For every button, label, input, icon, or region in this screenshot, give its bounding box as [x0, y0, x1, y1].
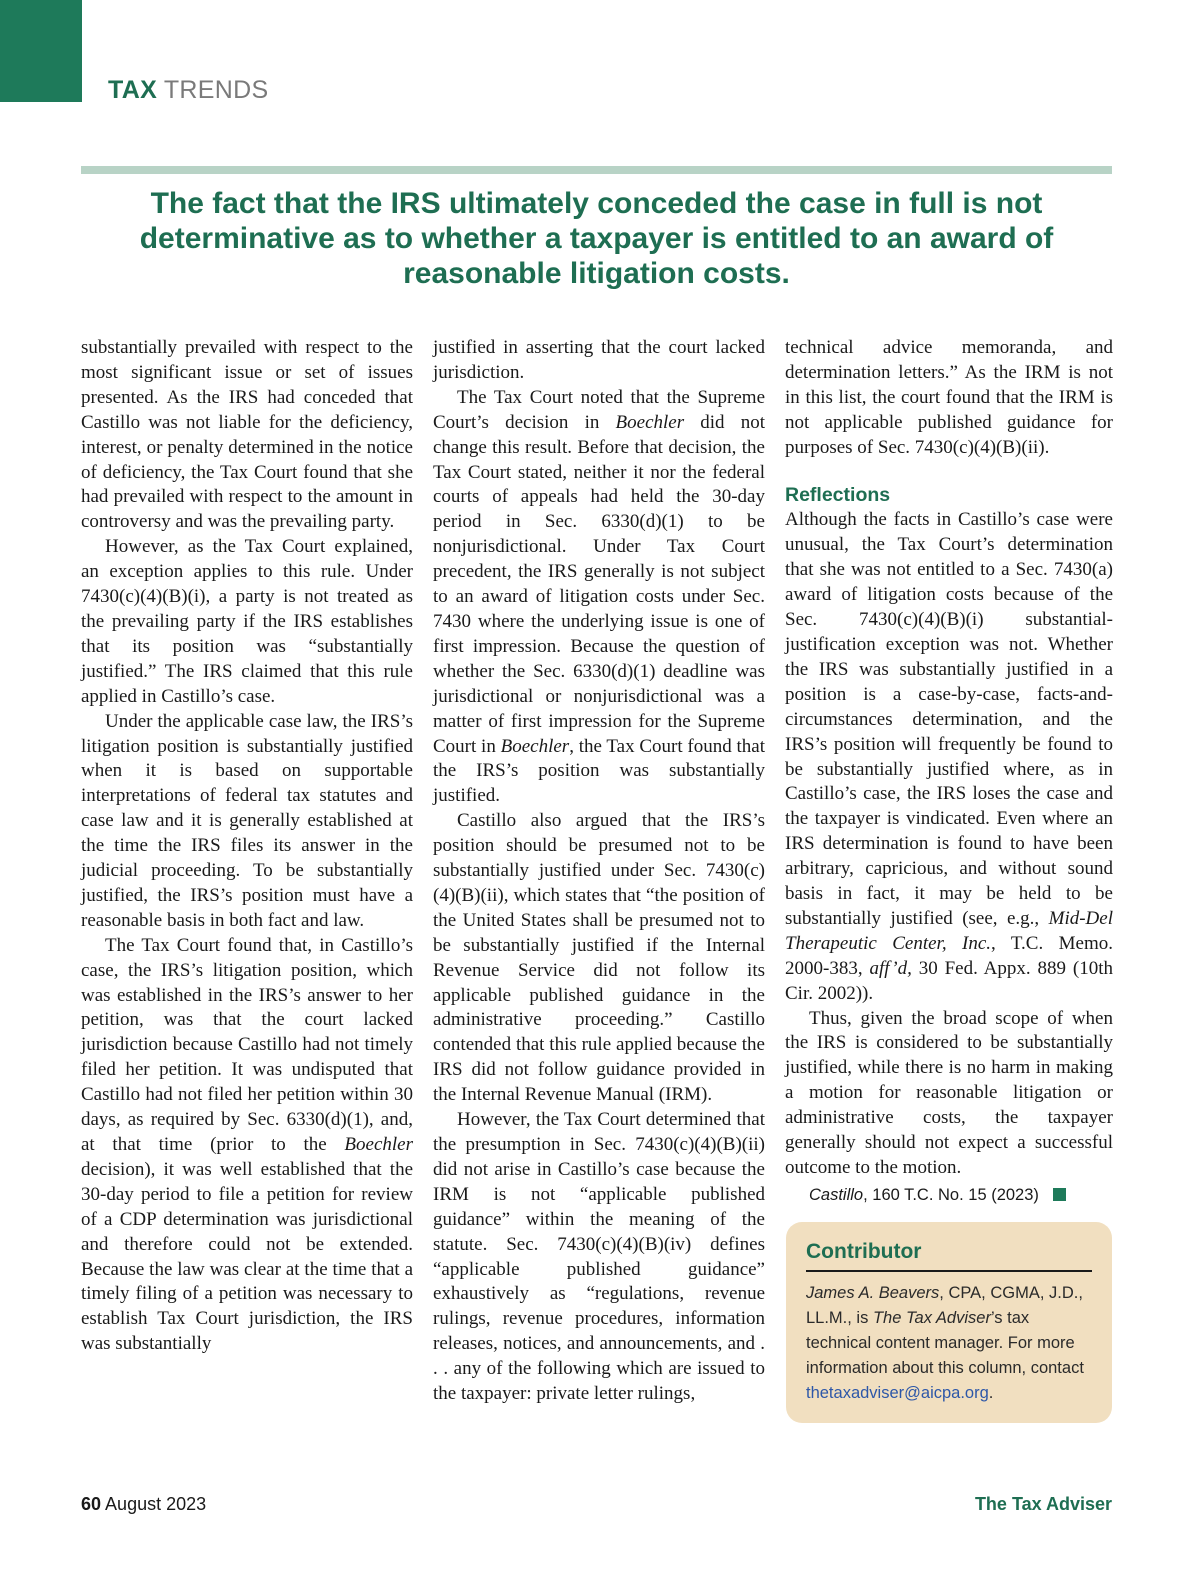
case-name: Boechler — [500, 735, 570, 757]
affd-abbrev: aff’d, — [869, 957, 912, 979]
paragraph: However, as the Tax Court explained, an exception applies to this rule. Under 7430(c)(4)(B)(i), a party is not treated as the prevailing party if the IRS establishes that its position was “substantially justified.” The IRS claimed that this rule applied in Castillo’s case. — [81, 536, 413, 707]
pull-quote-rule — [81, 166, 1112, 174]
contributor-title: Contributor — [806, 1240, 1092, 1272]
contributor-bio — [806, 1281, 1092, 1406]
issue-date: August 2023 — [105, 1494, 207, 1514]
case-name: Boechler — [615, 411, 685, 433]
section-label — [108, 76, 268, 105]
text-run: . — [988, 1384, 994, 1402]
paragraph: However, the Tax Court determined that the presumption in Sec. 7430(c)(4)(B)(ii) did not arise in Castillo’s case because the IRM is not “applicable published guidance” within the meaning of the statute. Sec. 7430(c)(4)(B)(iv) defines “applicable published guidance” exhaustively as “regulations, revenue rulings, revenue procedures, information releases, notices, and announcements, and . . . any of the following which are issued to the taxpayer: private letter rulings, — [433, 1109, 765, 1405]
text-run: , the Tax Court found that the IRS’s position was substantially justified. — [433, 735, 765, 807]
page-number: 60 — [81, 1494, 102, 1514]
contributor-box — [786, 1222, 1112, 1423]
section-heading: Reflections — [785, 483, 891, 506]
article-column-3 — [785, 336, 1113, 1208]
case-citation — [809, 1183, 1113, 1208]
citation-case-name: Castillo — [809, 1185, 864, 1204]
paragraph: Thus, given the broad scope of when the IRS is considered to be substantially justified, while there is no harm in making a motion for reasonable litigation or administrative costs, the taxpayer generally should not expect a successful outcome to the motion. — [785, 1007, 1113, 1178]
text-run: The Tax Court noted that the Supreme Court’s decision in — [433, 386, 765, 433]
article-column-2 — [433, 336, 765, 1407]
paragraph: Under the applicable case law, the IRS’s litigation position is substantially justified when it is based on supportable interpretations of federal tax statutes and case law and it is generally established at the time the IRS files its answer in the judicial proceeding. To be substantially justified, the IRS’s position must have a reasonable basis in both fact and law. — [81, 710, 413, 931]
text-run: ’s tax technical content manager. For more information about this column, contact — [806, 1309, 1084, 1377]
paragraph — [81, 934, 413, 1357]
text-run: , CPA, CGMA, J.D., LL.M., is — [806, 1284, 1083, 1327]
text-run: , T.C. Memo. 2000-383, — [785, 932, 1113, 979]
page-footer-left — [81, 1494, 206, 1515]
text-run: did not change this result. Before that decision, the Tax Court stated, neither it nor the federal courts of appeals had held the 30-day period in Sec. 6330(d)(1) to be nonjurisdictional. Under Tax Court precedent, the IRS generally is not subject to an award of litigation costs under Sec. 7430 where the underlying issue is one of first impression. Because the question of whether the Sec. 6330(d)(1) deadline was jurisdictional or nonjurisdictional was a matter of first impression for the Supreme Court in — [433, 411, 765, 757]
text-run: Although the facts in Castillo’s case were unusual, the Tax Court’s determination that she was not entitled to a Sec. 7430(a) award of litigation costs because of the Sec. 7430(c)(4)(B)(i) substantial-justification exception was not. Whether the IRS was substantially justified in a position is a case-by-case, facts-and-circumstances determination, and the IRS’s position will frequently be found to be substantially justified where, as in Castillo’s case, the IRS loses the case and the taxpayer is vindicated. Even where an IRS determination is found to have been arbitrary, capricious, and without sound basis in fact, it may be held to be substantially justified (see, e.g., — [785, 509, 1113, 929]
paragraph — [785, 508, 1113, 1006]
publication-name: The Tax Adviser — [872, 1309, 991, 1327]
text-run: 30 Fed. Appx. 889 (10th Cir. 2002)). — [785, 957, 1113, 1004]
paragraph — [433, 386, 765, 809]
case-name: Mid-Del Therapeutic Center, Inc. — [785, 907, 1113, 954]
article-column-1 — [81, 336, 413, 1357]
pull-quote: The fact that the IRS ultimately conceded the case in full is not determinative as to whether a taxpayer is entitled to an award of reasonable litigation costs. — [139, 187, 1054, 290]
paragraph: Castillo also argued that the IRS’s position should be presumed not to be substantially justified under Sec. 7430(c)(4)(B)(ii), which states that “the position of the United States shall be presumed not to be substantially justified if the Internal Revenue Service did not follow its applicable published guidance in the administrative proceeding.” Castillo contended that this rule applied because the IRS did not follow guidance provided in the Internal Revenue Manual (IRM). — [433, 810, 765, 1106]
text-run: decision), it was well established that the 30-day period to file a petition for review of a CDP determination was jurisdictional and therefore could not be extended. Because the law was clear at the time that a timely filing of a petition was necessary to establish Tax Court jurisdiction, the IRS was substantially — [81, 1158, 413, 1355]
citation-text: , 160 T.C. No. 15 (2023) — [863, 1185, 1039, 1204]
paragraph: technical advice memoranda, and determination letters.” As the IRM is not in this list, the court found that the IRM is not applicable published guidance for purposes of Sec. 7430(c)(4)(B)(ii). — [785, 337, 1113, 458]
paragraph: substantially prevailed with respect to the most significant issue or set of issues presented. As the IRS had conceded that Castillo was not liable for the deficiency, interest, or penalty determined in the notice of deficiency, the Tax Court found that she had prevailed with respect to the amount in controversy and was the prevailing party. — [81, 337, 413, 533]
contributor-name: James A. Beavers — [806, 1284, 940, 1302]
text-run: The Tax Court found that, in Castillo’s case, the IRS’s litigation position, which was established in the IRS’s answer to her petition, was that the court lacked jurisdiction because Castillo had not timely filed her petition. It was undisputed that Castillo had not filed her petition within 30 days, as required by Sec. 6330(d)(1), and, at that time (prior to the — [81, 934, 413, 1155]
contact-email-link[interactable]: thetaxadviser@aicpa.org — [806, 1384, 989, 1402]
publication-footer: The Tax Adviser — [974, 1494, 1112, 1514]
section-label-bold: TAX — [108, 76, 158, 104]
section-label-light: TRENDS — [163, 76, 269, 104]
corner-color-block — [0, 0, 82, 102]
end-of-article-mark — [1053, 1188, 1066, 1201]
paragraph: justified in asserting that the court lacked jurisdiction. — [433, 337, 765, 383]
case-name: Boechler — [344, 1134, 413, 1155]
